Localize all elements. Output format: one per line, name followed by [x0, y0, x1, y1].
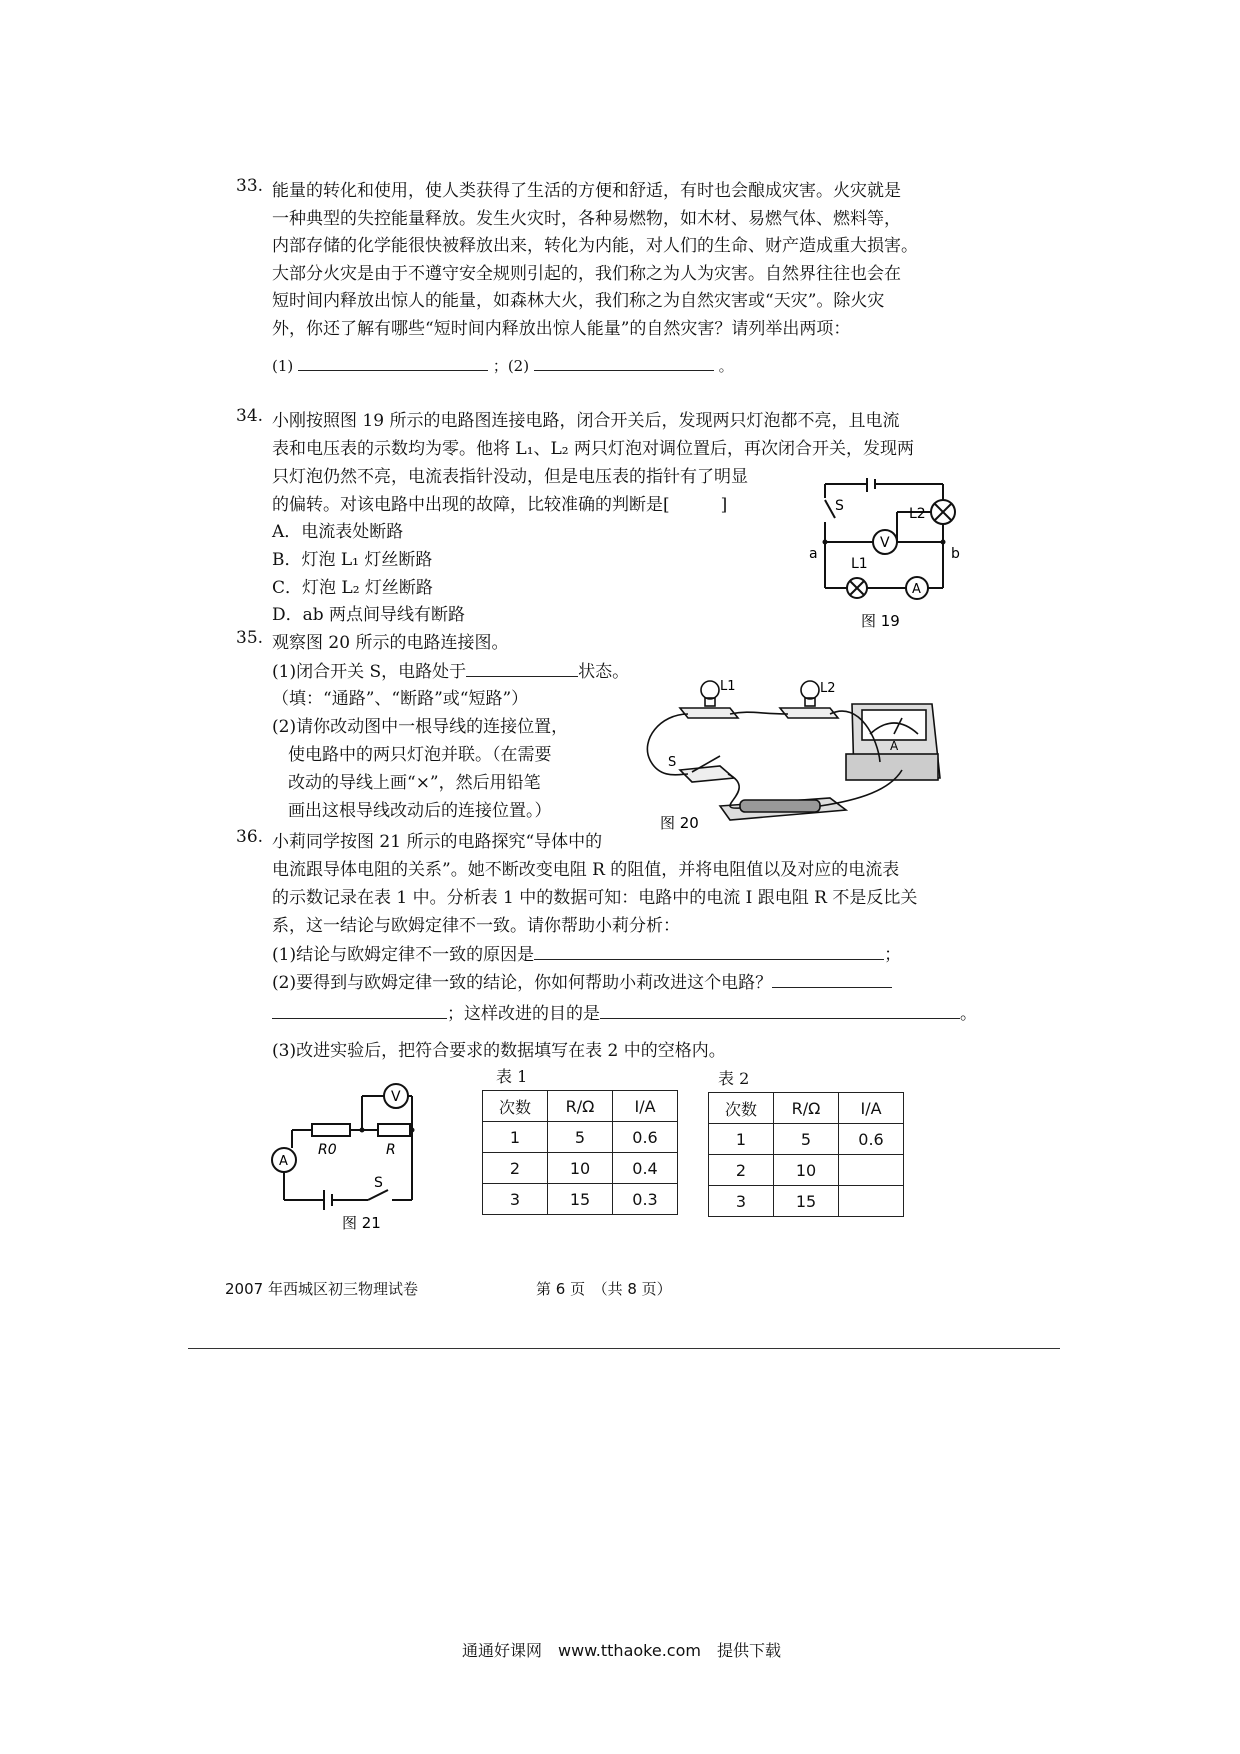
q35-intro: 观察图 20 所示的电路连接图。: [272, 633, 509, 653]
answer-cell-current-3[interactable]: [839, 1186, 904, 1217]
option-c[interactable]: C．灯泡 L₂ 灯丝断路: [272, 578, 433, 598]
question-number: 36.: [236, 827, 264, 847]
q35-part1: [272, 656, 629, 682]
table-row: [709, 1155, 904, 1186]
q36-part1: [272, 939, 901, 965]
table-cell: 3: [483, 1184, 548, 1215]
q36-line-1: 小莉同学按图 21 所示的电路探究“导体中的: [272, 832, 603, 852]
option-a[interactable]: A．电流表处断路: [272, 522, 404, 542]
table-row: [483, 1122, 678, 1153]
header-cell: I/A: [613, 1091, 678, 1122]
q35-part2-line-3: 改动的导线上画“×”，然后用铅笔: [288, 773, 541, 793]
table-2: [708, 1092, 904, 1217]
figure-caption: 图 20: [660, 814, 699, 830]
q33-line-4: 大部分火灾是由于不遵守安全规则引起的，我们称之为人为灾害。自然界往往也会在: [272, 264, 901, 284]
ammeter-label: A: [912, 582, 921, 597]
q33-line-2: 一种典型的失控能量释放。发生火灾时，各种易燃物，如木材、易燃气体、燃料等，: [272, 209, 901, 229]
answer-blank-2[interactable]: [534, 350, 714, 371]
table-header-row: [483, 1091, 678, 1122]
question-number: 33.: [236, 176, 264, 196]
table-cell: 1: [483, 1122, 548, 1153]
header-cell: R/Ω: [774, 1093, 839, 1124]
figure-20-circuit[interactable]: [640, 670, 952, 830]
q36-line-4: 系，这一结论与欧姆定律不一致。请你帮助小莉分析：: [272, 916, 680, 936]
q34-line-4: 的偏转。对该电路中出现的故障，比较准确的判断是[ ]: [272, 495, 728, 515]
q33-line-6: 外，你还了解有哪些“短时间内释放出惊人能量”的自然灾害？请列举出两项：: [272, 319, 851, 339]
q33-line-3: 内部存储的化学能很快被释放出来，转化为内能，对人们的生命、财产造成重大损害。: [272, 236, 918, 256]
table-cell: 0.4: [613, 1153, 678, 1184]
table-cell: 15: [548, 1184, 613, 1215]
q36-part2b-end: 。: [960, 1004, 977, 1024]
point-b-label: b: [951, 546, 960, 562]
q34-line-1: 小刚按照图 19 所示的电路图连接电路，闭合开关后，发现两只灯泡都不亮，且电流: [272, 411, 900, 431]
answer-blank-improve-cont[interactable]: [272, 998, 447, 1019]
header-cell: 次数: [709, 1093, 774, 1124]
table-cell: 0.3: [613, 1184, 678, 1215]
q36-part3: (3)改进实验后，把符合要求的数据填写在表 2 中的空格内。: [272, 1041, 726, 1061]
q35-part2-line-4: 画出这根导线改动后的连接位置。）: [288, 801, 552, 821]
q33-line-5: 短时间内释放出惊人的能量，如森林大火，我们称之为自然灾害或“天灾”。除火灾: [272, 291, 885, 311]
page-number: 第 6 页 （共 8 页）: [536, 1280, 672, 1298]
header-cell: I/A: [839, 1093, 904, 1124]
answer-blank-improve[interactable]: [772, 967, 892, 988]
table-cell: 0.6: [839, 1124, 904, 1155]
answer-blank-1[interactable]: [298, 350, 488, 371]
switch-label: S: [668, 755, 677, 770]
table-cell: 3: [709, 1186, 774, 1217]
ammeter-label: A: [890, 739, 899, 753]
header-cell: R/Ω: [548, 1091, 613, 1122]
voltmeter-label: V: [391, 1089, 401, 1105]
q35-part2-line-1: (2)请你改动图中一根导线的连接位置，: [272, 717, 569, 737]
figure-caption: 图 19: [861, 612, 900, 630]
q36-line-2: 电流跟导体电阻的关系”。她不断改变电阻 R 的阻值，并将电阻值以及对应的电流表: [272, 860, 900, 880]
table-cell: 2: [709, 1155, 774, 1186]
question-number: 35.: [236, 628, 264, 648]
download-credit: 通通好课网 www.tthaoke.com 提供下载: [462, 1641, 781, 1660]
ammeter-label: A: [279, 1154, 288, 1169]
lamp-l2-label: L2: [909, 506, 926, 522]
table-row: [483, 1153, 678, 1184]
q35-part2-line-2: 使电路中的两只灯泡并联。（在需要: [288, 745, 552, 765]
switch-label: S: [835, 498, 844, 514]
lamp-l2-label: L2: [820, 681, 836, 696]
figure-caption: 图 21: [342, 1214, 381, 1230]
q36-line-3: 的示数记录在表 1 中。分析表 1 中的数据可知：电路中的电流 I 跟电阻 R 不是反比关: [272, 888, 918, 908]
q36-part1-text: (1)结论与欧姆定律不一致的原因是: [272, 945, 535, 965]
header-cell: 次数: [483, 1091, 548, 1122]
q33-line-1: 能量的转化和使用，使人类获得了生活的方便和舒适，有时也会酿成灾害。火灾就是: [272, 181, 901, 201]
q36-part1-end: ；: [884, 945, 902, 965]
answer-blank-reason[interactable]: [534, 939, 884, 960]
table-cell: 0.6: [613, 1122, 678, 1153]
q34-line-2: 表和电压表的示数均为零。他将 L₁、L₂ 两只灯泡对调位置后，再次闭合开关，发现两: [272, 439, 915, 459]
q34-line-3: 只灯泡仍然不亮，电流表指针没动，但是电压表的指针有了明显: [272, 467, 748, 487]
lamp-l1-label: L1: [851, 556, 868, 572]
q33-answer-line: [272, 350, 734, 376]
table-cell: 10: [548, 1153, 613, 1184]
q36-part2b: [272, 998, 977, 1024]
table-cell: 5: [774, 1124, 839, 1155]
resistor-r0-label: R0: [318, 1142, 337, 1158]
resistor-r-label: R: [386, 1142, 396, 1158]
question-number: 34.: [236, 406, 264, 426]
voltmeter-label: V: [880, 535, 890, 551]
q36-part2b-text: ；这样改进的目的是: [447, 1004, 600, 1024]
answer-cell-current-2[interactable]: [839, 1155, 904, 1186]
answer-blank-purpose[interactable]: [600, 998, 960, 1019]
table-cell: 10: [774, 1155, 839, 1186]
sentence-end: 。: [718, 357, 734, 375]
table-1-title: 表 1: [496, 1067, 528, 1086]
q36-part2: [272, 967, 892, 993]
point-a-label: a: [809, 546, 818, 562]
table-header-row: [709, 1093, 904, 1124]
q35-part1-end: 状态。: [578, 662, 630, 682]
table-cell: 15: [774, 1186, 839, 1217]
figure-21-circuit: [262, 1070, 422, 1230]
table-2-title: 表 2: [718, 1069, 750, 1088]
table-cell: 2: [483, 1153, 548, 1184]
option-d[interactable]: D．ab 两点间导线有断路: [272, 605, 466, 625]
table-row: [483, 1184, 678, 1215]
q35-hint: （填：“通路”、“断路”或“短路”）: [272, 689, 529, 709]
table-cell: 5: [548, 1122, 613, 1153]
blank-label-1: (1): [272, 357, 294, 375]
table-row: [709, 1124, 904, 1155]
switch-label: S: [374, 1175, 383, 1191]
figure-19-circuit: [795, 478, 980, 638]
page-divider: [188, 1348, 1060, 1349]
q36-part2-text: (2)要得到与欧姆定律一致的结论，你如何帮助小莉改进这个电路？: [272, 973, 773, 993]
table-cell: 1: [709, 1124, 774, 1155]
lamp-l1-label: L1: [720, 679, 736, 694]
answer-blank-state[interactable]: [466, 656, 578, 677]
option-b[interactable]: B．灯泡 L₁ 灯丝断路: [272, 550, 433, 570]
q35-part1-text: (1)闭合开关 S，电路处于: [272, 662, 467, 682]
table-row: [709, 1186, 904, 1217]
table-1: [482, 1090, 678, 1215]
exam-title-footer: 2007 年西城区初三物理试卷: [225, 1280, 418, 1298]
blank-label-2: ；(2): [492, 357, 530, 375]
